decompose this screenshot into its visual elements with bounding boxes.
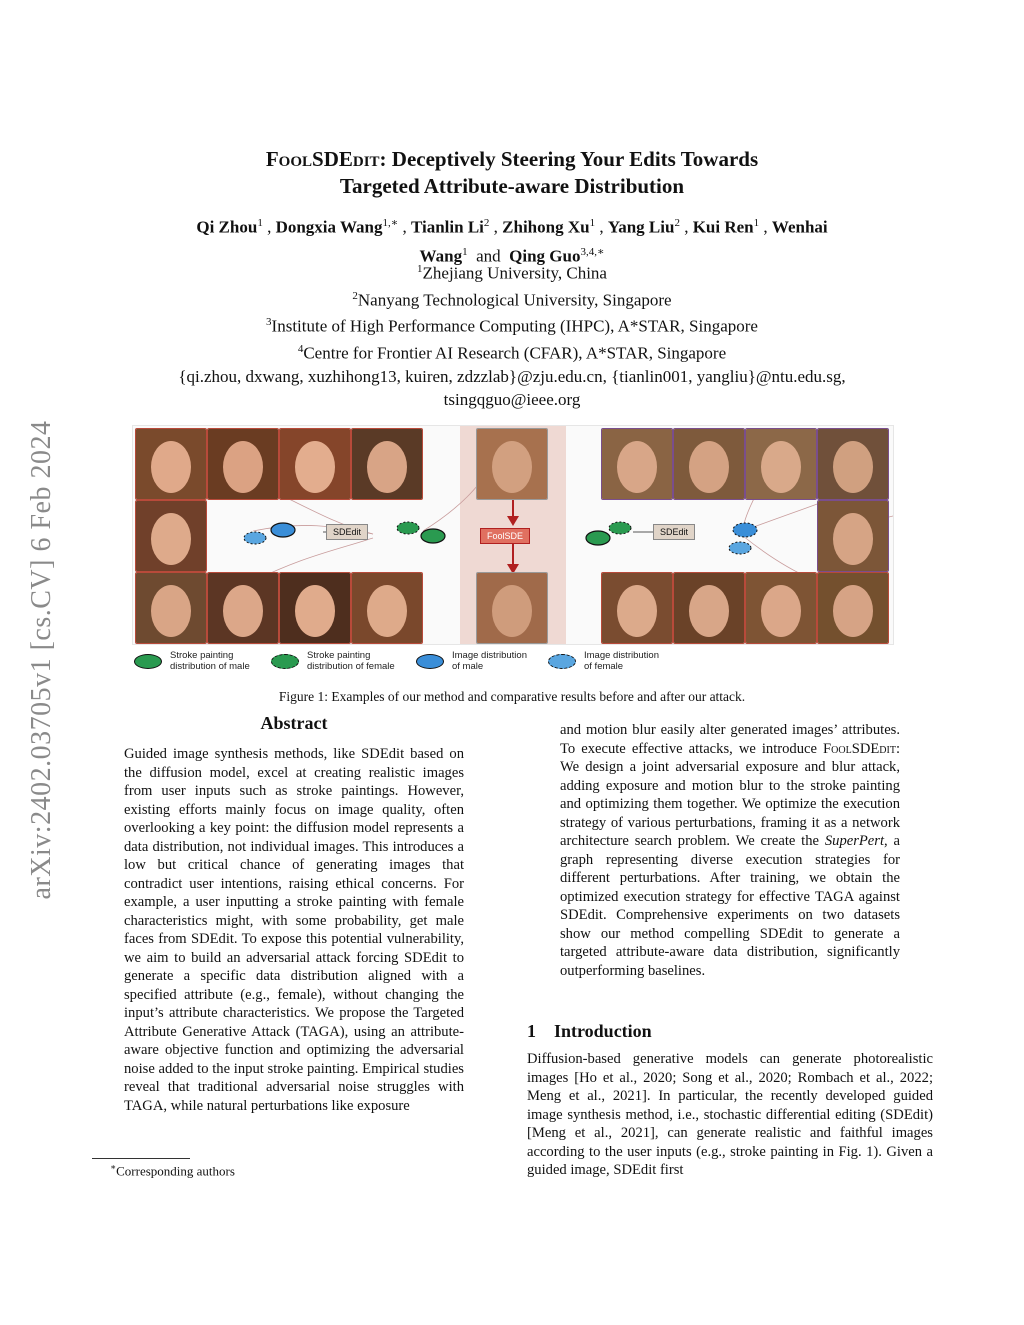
- abstract-left-column: [124, 745, 464, 1115]
- footnote-mark: ∗: [110, 1162, 117, 1172]
- arxiv-id: arXiv:2402.03705v1 [cs.CV] 6 Feb 2024: [26, 420, 57, 900]
- paper-title: [120, 146, 904, 200]
- green-dashed-ellipse-icon: [271, 654, 299, 669]
- face-female-11: [673, 572, 745, 644]
- author-name: Wenhai: [771, 217, 828, 237]
- legend-text: Stroke painting: [170, 650, 234, 661]
- superpert-term: SuperPert: [824, 833, 885, 849]
- legend-item-image-female: [548, 650, 659, 672]
- affiliations: [100, 258, 924, 411]
- face-female-9: [351, 572, 423, 644]
- legend-item-stroke-female: [271, 650, 395, 672]
- face-male-2: [673, 428, 745, 500]
- sdedit-label-right: SDEdit: [653, 524, 695, 540]
- face-female-2: [207, 428, 279, 500]
- emails-line2: tsingqguo@ieee.org: [443, 389, 581, 409]
- face-female-13: [817, 572, 889, 644]
- affil-sup: 2: [352, 289, 358, 302]
- arxiv-sidebar-stamp: [22, 360, 62, 960]
- author-sup: 1,∗: [382, 217, 399, 229]
- footnote-rule: [92, 1158, 190, 1159]
- sdedit-label-left: SDEdit: [326, 524, 368, 540]
- legend-item-stroke-male: [134, 650, 250, 672]
- face-female-7: [207, 572, 279, 644]
- author-sup: 1: [257, 217, 263, 229]
- author-sup: 2: [674, 217, 680, 229]
- legend-text: of male: [452, 661, 484, 672]
- face-male-3: [745, 428, 817, 500]
- affil-sup: 3: [266, 316, 272, 329]
- author-name: Tianlin Li: [410, 217, 484, 237]
- author-sup: 2: [483, 217, 490, 229]
- author-sup: 3,4,∗: [580, 245, 605, 258]
- blue-dashed-ellipse-icon: [548, 654, 576, 669]
- emails-line1: {qi.zhou, dxwang, xuzhihong13, kuiren, zdzzlab}@zju.edu.cn, {tianlin001, yangliu}@ntu.edu.sg,: [178, 366, 846, 386]
- face-female-4: [351, 428, 423, 500]
- foolsde-label: FoolSDE: [480, 528, 530, 544]
- figure-caption: Figure 1: Examples of our method and comparative results before and after our attack.: [278, 689, 746, 704]
- title-line1: : Deceptively Steering Your Edits Towards: [379, 147, 759, 171]
- abstract-right-column: [560, 721, 900, 980]
- abstract-text: Guided image synthesis methods, like SDEdit based on the diffusion model, excel at creating realistic images from user inputs such as stroke paintings. However, existing efforts mainly focus on image quality, often overlooking a key point: the diffusion model represents a data distribution, not individual images. This introduces a low but critical chance of generating images that contradict user intentions, raising ethical concerns. For example, a user inputting a stroke painting with female characteristics might, with some probability, get male faces from SDEdit. To expose this potential vulnerability, we aim to build an adversarial attack forcing SDEdit to generate a specific data distribution aligned with a specified attribute (e.g., female), without changing the input’s attribute characteristics. We propose the Targeted Attribute Generative Attack (TAGA), using an attribute-aware objective function and optimizing the adversarial noise added to the input stroke painting. Empirical studies reveal that traditional adversarial noise struggles with TAGA, while natural perturbations like exposure: [124, 746, 464, 1114]
- face-female-12: [745, 572, 817, 644]
- abstract-text-continued: , a graph representing diverse execution strategies for different perturbations. After training, we obtain the optimized execution strategy for effective TAGA against SDEdit. Comprehensive experiments on two datasets show our method compelling SDEdit to generate a targeted attribute-aware data distribution, significantly outperforming baselines.: [560, 833, 900, 979]
- legend-text: Image distribution: [452, 650, 527, 661]
- author-sup: 1: [462, 245, 468, 258]
- affiliation: Zhejiang University, China: [422, 263, 607, 283]
- face-female-10: [601, 572, 673, 644]
- green-solid-ellipse-icon: [134, 654, 162, 669]
- legend-text: of female: [584, 661, 624, 672]
- method-name: FoolSDEdit: [823, 740, 896, 757]
- author-name: Wang: [419, 246, 463, 266]
- author-name: Kui Ren: [692, 217, 754, 237]
- affil-sup: 4: [297, 342, 304, 355]
- legend-item-image-male: [416, 650, 527, 672]
- author-sup: 1: [753, 217, 760, 229]
- face-female-3: [279, 428, 351, 500]
- legend-text: distribution of female: [307, 661, 395, 672]
- author-name: Qi Zhou: [196, 217, 258, 237]
- legend-text: Image distribution: [584, 650, 659, 661]
- title-method-name: FoolSDEdit: [265, 147, 380, 171]
- face-male-5: [817, 500, 889, 572]
- intro-heading: 1 Introduction: [527, 1021, 652, 1041]
- title-line2: Targeted Attribute-aware Distribution: [339, 174, 685, 198]
- author-name: Dongxia Wang: [275, 217, 383, 237]
- author-name: Yang Liu: [607, 217, 675, 237]
- author-and: and: [476, 246, 501, 266]
- stroke-painting-input: [476, 428, 548, 500]
- affiliation: Centre for Frontier AI Research (CFAR), A*STAR, Singapore: [303, 343, 727, 363]
- affiliation: Institute of High Performance Computing (IHPC), A*STAR, Singapore: [271, 316, 758, 336]
- abstract-text-continued: and motion blur easily alter generated images’ attributes. To execute effective attacks, we introduce: [560, 722, 900, 757]
- intro-column: [527, 1050, 933, 1180]
- figure-1: [132, 425, 894, 645]
- footnote: [110, 1162, 235, 1179]
- face-male-4: [817, 428, 889, 500]
- abstract-heading: Abstract: [260, 713, 328, 733]
- author-name: Qing Guo: [509, 246, 581, 266]
- affiliation: Nanyang Technological University, Singapore: [357, 290, 672, 310]
- author-sup: 1: [589, 217, 596, 229]
- author-name: Zhihong Xu: [502, 217, 590, 237]
- affil-sup: 1: [417, 263, 423, 275]
- blue-solid-ellipse-icon: [416, 654, 444, 669]
- face-female-8: [279, 572, 351, 644]
- stroke-painting-perturbed: [476, 572, 548, 644]
- figure-legend: [132, 648, 892, 676]
- face-female-1: [135, 428, 207, 500]
- author-list: Qi Zhou$^1$ , Dongxia Wang$^{1,∗}$ , Tianlin Li$^2$ , Zhihong Xu$^1$ , Yang Liu$^2$ , Kui Ren$^1$ , Wenhai Wang$^1$ and Qing Guo$^{3,4,∗}$: [196, 217, 828, 266]
- face-female-5: [135, 500, 207, 572]
- face-male-1: [601, 428, 673, 500]
- legend-text: distribution of male: [170, 661, 250, 672]
- face-female-6: [135, 572, 207, 644]
- abstract-text-continued: : We design a joint adversarial exposure and blur attack, adding exposure and motion blur to the stroke painting and optimizing them together. We optimize the execution strategy of various perturbations, framing it as a network architecture search problem. We create the: [560, 740, 901, 849]
- intro-text: Diffusion-based generative models can generate photorealistic images [Ho et al., 2020; Song et al., 2020; Rombach et al., 2022; Meng et al., 2021]. In particular, the recently developed guided image synthesis method, i.e., stochastic differential editing (SDEdit) [Meng et al., 2021], can generate realistic and faithful images according to the user inputs (e.g., stroke painting in Fig. 1). Given a guided image, SDEdit first: [527, 1051, 933, 1178]
- footnote-text: Corresponding authors: [116, 1163, 235, 1179]
- legend-text: Stroke painting: [307, 650, 371, 661]
